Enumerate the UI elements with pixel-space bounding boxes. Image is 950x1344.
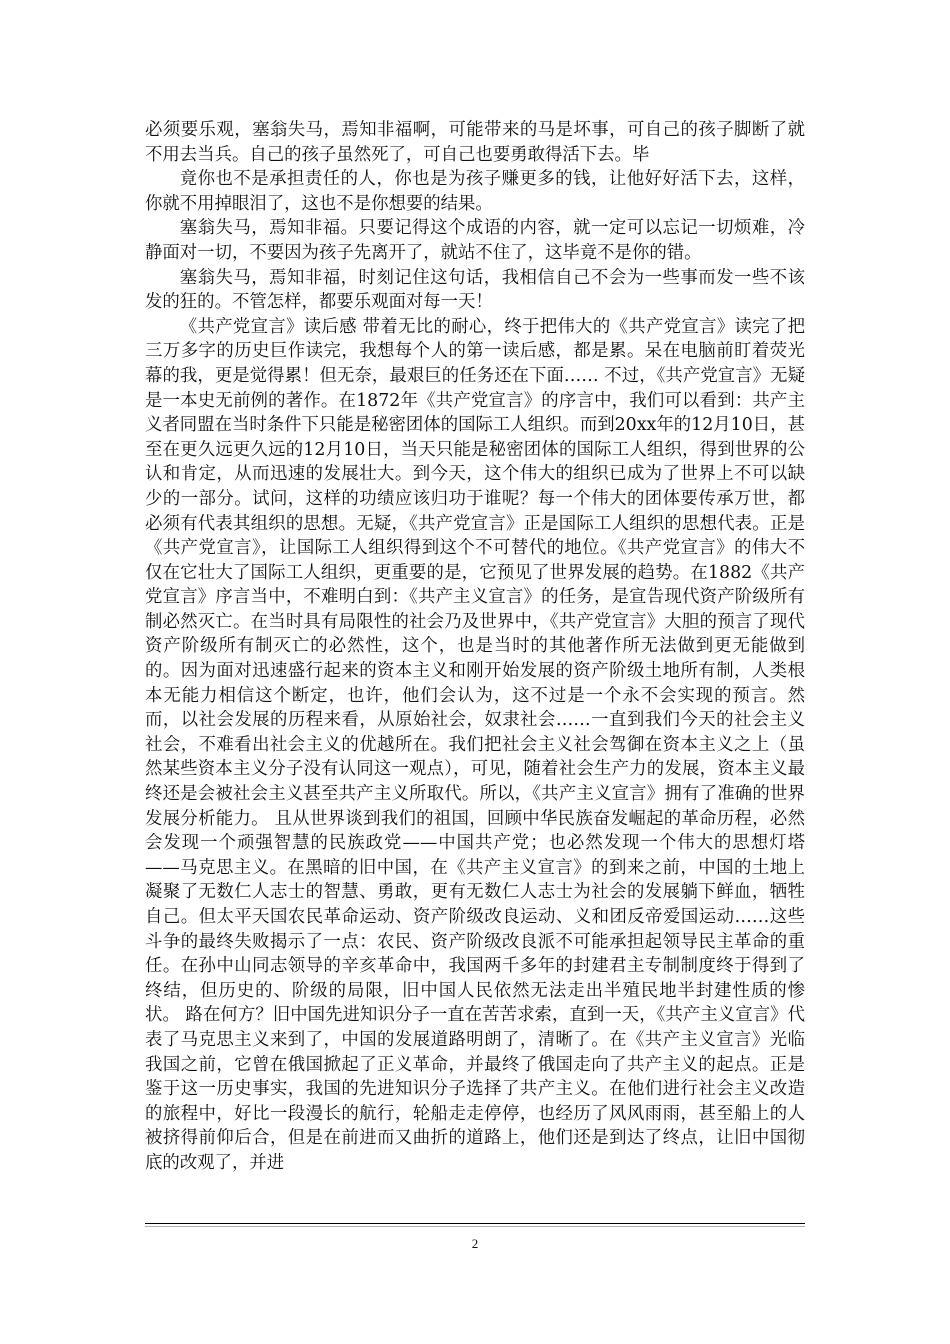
paragraph-2: 竟你也不是承担责任的人，你也是为孩子赚更多的钱，让他好好活下去，这样，你就不用掉眼泪了，这也不是你想要的结果。 — [145, 169, 805, 214]
footer-divider-shadow — [145, 1226, 805, 1227]
footer-divider — [145, 1223, 805, 1224]
paragraph-5: 《共产党宣言》读后感 带着无比的耐心，终于把伟大的《共产党宣言》读完了把三万多字的历史巨作读完，我想每个人的第一读后感，都是累。呆在电脑前盯着荧光幕的我，更是觉得累！但无奈，最艰巨的任务还在下面…… 不过，《共产党宣言》无疑是一本史无前例的著作。在1872年《共产党宣言》的序言中，我们可以看到：共产主义者同盟在当时条件下只能是秘密团体的国际工人组织。而到20xx年的12月10日，甚至在更久远更久远的12月10日，当天只能是秘密团体的国际工人组织，得到世界的公认和肯定，从而迅速的发展壮大。到今天，这个伟大的组织已成为了世界上不可以缺少的一部分。试问，这样的功绩应该归功于谁呢？每一个伟大的团体要传承万世，都必须有代表其组织的思想。无疑，《共产党宣言》正是国际工人组织的思想代表。正是《共产党宣言》，让国际工人组织得到这个不可替代的地位。《共产党宣言》的伟大不仅在它壮大了国际工人组织，更重要的是，它预见了世界发展的趋势。在1882《共产党宣言》序言当中，不难明白到：《共产主义宣言》的任务，是宣告现代资产阶级所有制必然灭亡。在当时具有局限性的社会乃及世界中，《共产党宣言》大胆的预言了现代资产阶级所有制灭亡的必然性，这个，也是当时的其他著作所无法做到更无能做到的。因为面对迅速盛行起来的资本主义和刚开始发展的资产阶级土地所有制，人类根本无能力相信这个断定，也许，他们会认为，这不过是一个永不会实现的预言。然而，以社会发展的历程来看，从原始社会，奴隶社会……一直到我们今天的社会主义社会，不难看出社会主义的优越所在。我们把社会主义社会驾御在资本主义之上（虽然某些资本主义分子没有认同这一观点），可见，随着社会生产力的发展，资本主义最终还是会被社会主义甚至共产主义所取代。所以，《共产主义宣言》拥有了准确的世界发展分析能力。 且从世界谈到我们的祖国，回顾中华民族奋发崛起的革命历程，必然会发现一个顽强智慧的民族政党——中国共产党；也必然发现一个伟大的思想灯塔——马克思主义。在黑暗的旧中国，在《共产主义宣言》的到来之前，中国的土地上凝聚了无数仁人志士的智慧、勇敢，更有无数仁人志士为社会的发展躺下鲜血，牺牲自己。但太平天国农民革命运动、资产阶级改良运动、义和团反帝爱国运动……这些斗争的最终失败揭示了一点：农民、资产阶级改良派不可能承担起领导民主革命的重任。在孙中山同志领导的辛亥革命中，我国两千多年的封建君主专制制度终于得到了终结，但历史的、阶级的局限，旧中国人民依然无法走出半殖民地半封建性质的惨状。 路在何方？旧中国先进知识分子一直在苦苦求索，直到一天，《共产主义宣言》代表了马克思主义来到了，中国的发展道路明朗了，清晰了。在《共产主义宣言》光临我国之前，它曾在俄国掀起了正义革命，并最终了俄国走向了共产主义的起点。正是鉴于这一历史事实，我国的先进知识分子选择了共产主义。在他们进行社会主义改造的旅程中，好比一段漫长的航行，轮船走走停停，也经历了风风雨雨，甚至船上的人被挤得前仰后合，但是在前进而又曲折的道路上，他们还是到达了终点，让旧中国彻底的改观了，并进 — [145, 316, 805, 1173]
page-number: 2 — [471, 1236, 479, 1251]
paragraph-3: 塞翁失马，焉知非福。只要记得这个成语的内容，就一定可以忘记一切烦难，冷静面对一切，不要因为孩子先离开了，就站不住了，这毕竟不是你的错。 — [145, 218, 805, 263]
paragraph-1: 必须要乐观，塞翁失马，焉知非福啊，可能带来的马是坏事，可自己的孩子脚断了就不用去当兵。自己的孩子虽然死了，可自己也要勇敢得活下去。毕 — [145, 120, 805, 165]
paragraph-4: 塞翁失马，焉知非福，时刻记住这句话，我相信自己不会为一些事而发一些不该发的狂的。不管怎样，都要乐观面对每一天！ — [145, 267, 805, 313]
body-text — [145, 118, 805, 1176]
